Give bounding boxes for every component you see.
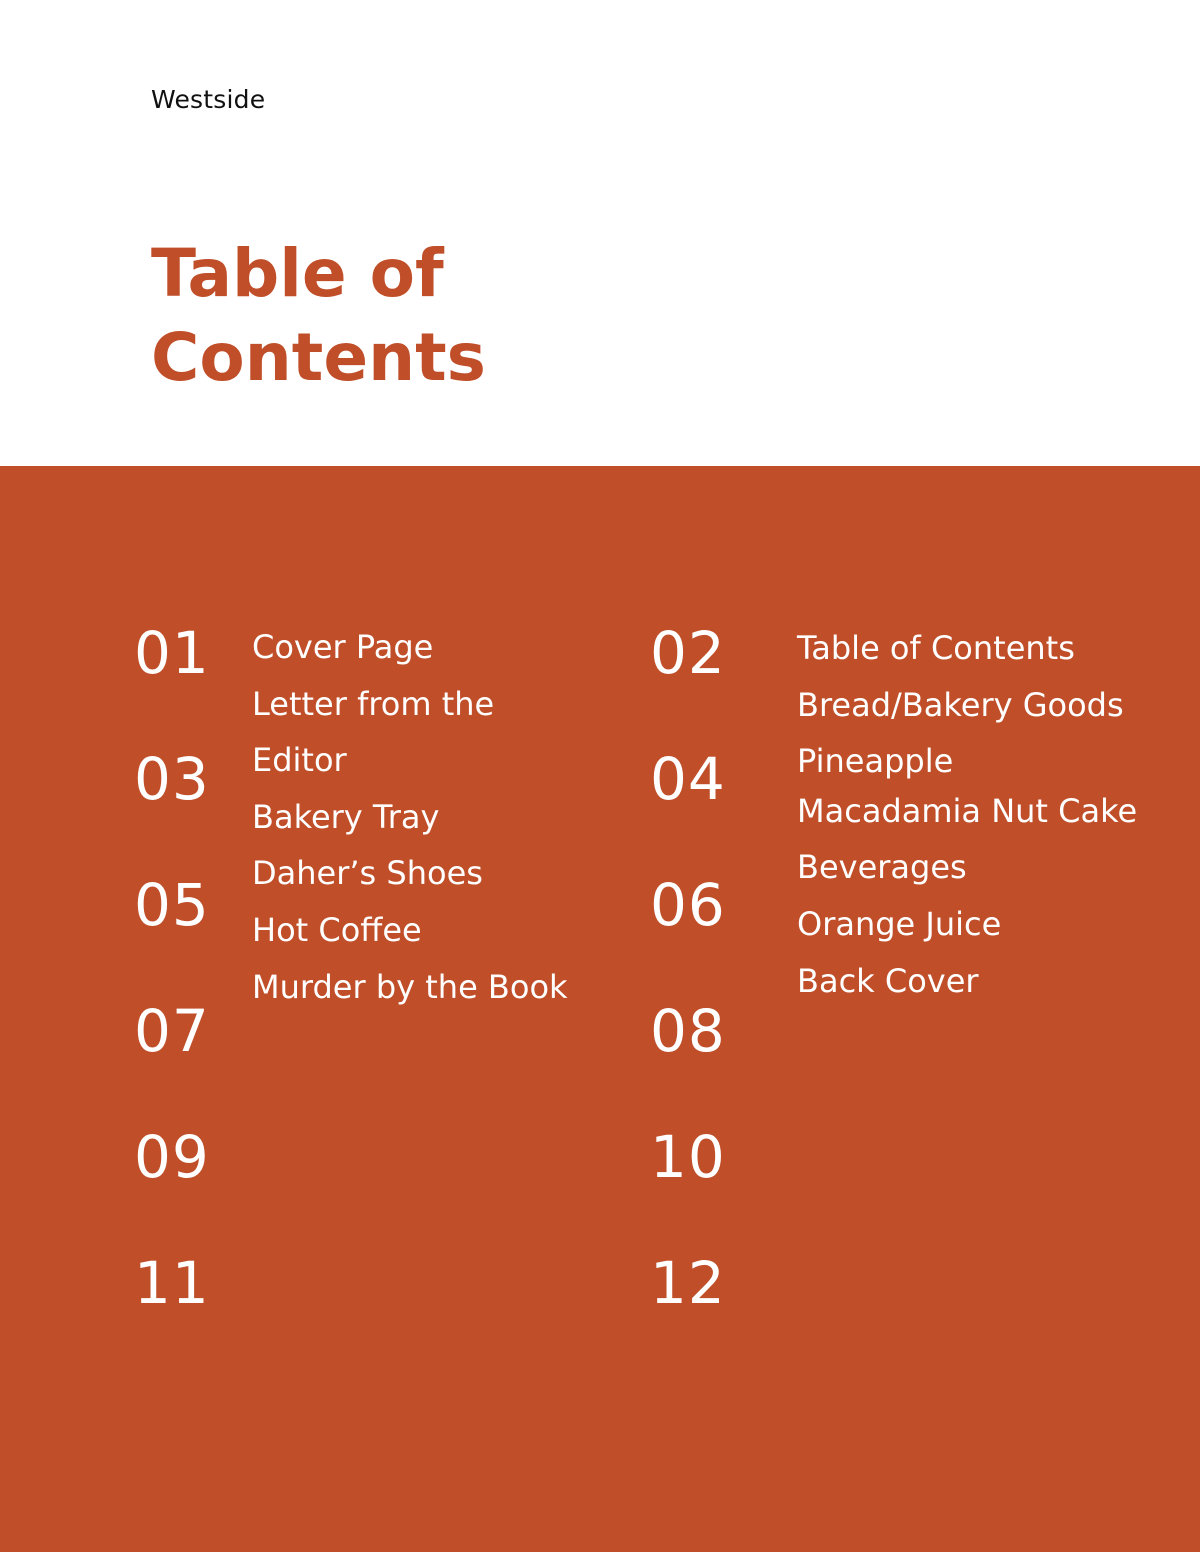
toc-entry: Pineapple — [797, 742, 954, 780]
page-title — [151, 232, 486, 400]
toc-entry: Orange Juice — [797, 905, 1002, 943]
page-number: 07 — [134, 997, 210, 1065]
toc-entry: Beverages — [797, 848, 967, 886]
toc-entry: Murder by the Book — [252, 968, 568, 1006]
toc-entry: Cover Page — [252, 628, 434, 666]
page-number: 06 — [650, 871, 726, 939]
title-line-1: Table of — [151, 235, 444, 312]
title-line-2: Contents — [151, 319, 486, 396]
page-number: 01 — [134, 619, 210, 687]
page-number: 05 — [134, 871, 210, 939]
page-number: 03 — [134, 745, 210, 813]
toc-entry: Editor — [252, 741, 347, 779]
toc-entry: Hot Coffee — [252, 911, 422, 949]
toc-entry: Letter from the — [252, 685, 495, 723]
page-number: 09 — [134, 1123, 210, 1191]
page-number: 11 — [134, 1249, 210, 1317]
brand-name: Westside — [151, 85, 266, 114]
toc-entry: Bakery Tray — [252, 798, 440, 836]
toc-entry: Daher’s Shoes — [252, 854, 483, 892]
toc-entry: Bread/Bakery Goods — [797, 686, 1124, 724]
page-number: 04 — [650, 745, 726, 813]
page-number: 08 — [650, 997, 726, 1065]
page-number: 12 — [650, 1249, 726, 1317]
toc-entry: Table of Contents — [797, 629, 1075, 667]
page-number: 10 — [650, 1123, 726, 1191]
page-number: 02 — [650, 619, 726, 687]
toc-entry: Macadamia Nut Cake — [797, 792, 1138, 830]
toc-entry: Back Cover — [797, 962, 979, 1000]
